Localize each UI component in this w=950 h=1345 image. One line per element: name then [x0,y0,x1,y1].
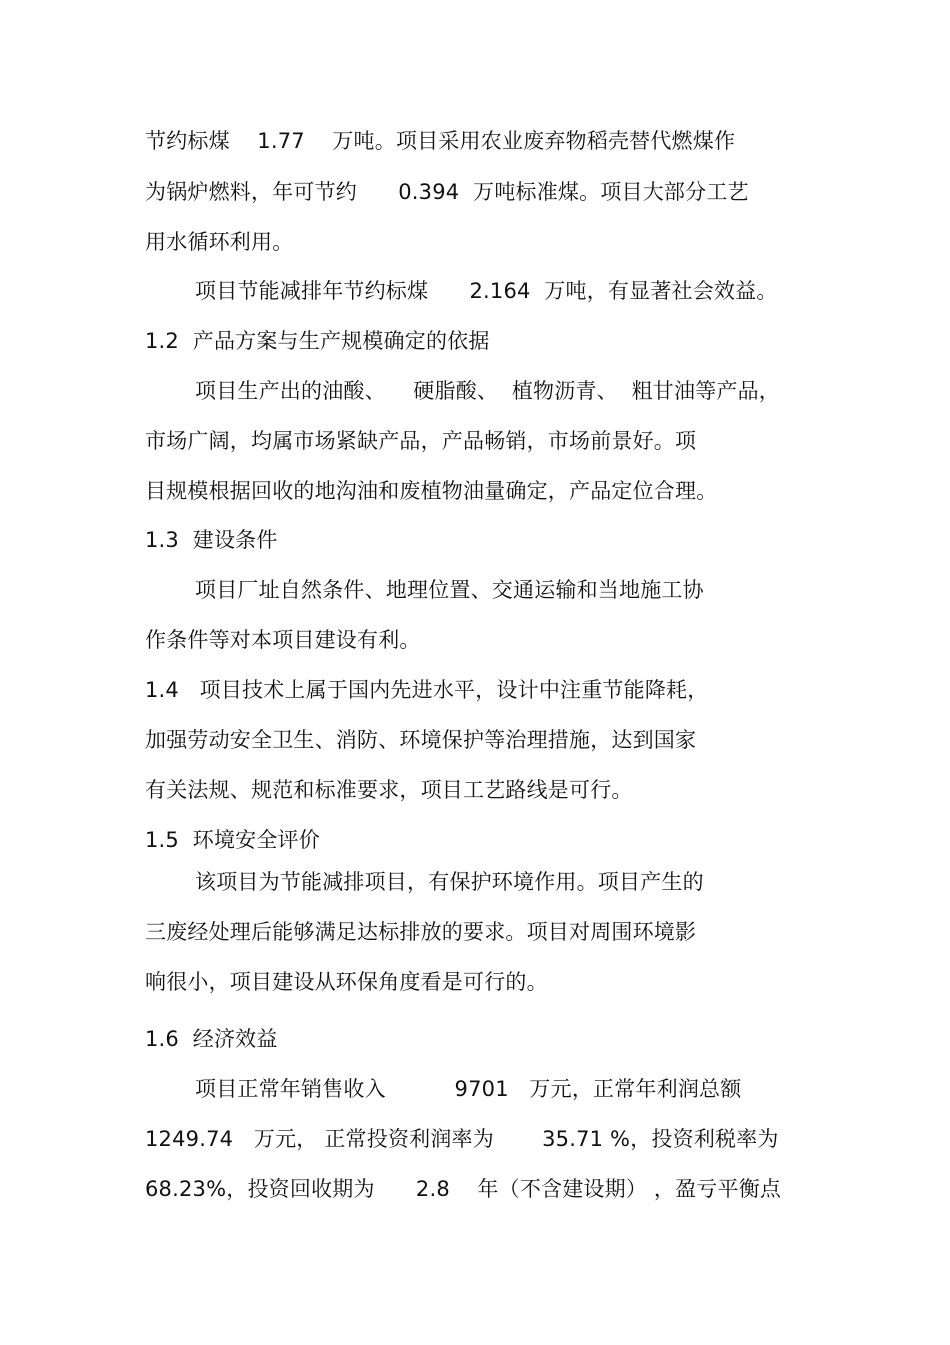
body-line: 加强劳动安全卫生、消防、环境保护等治理措施，达到国家 [145,728,697,752]
body-line: 68.23%，投资回收期为 2.8 年（不含建设期） ，盈亏平衡点 [145,1177,782,1201]
body-line: 用水循环利用。 [145,230,294,254]
body-line: 三废经处理后能够满足达标排放的要求。项目对周围环境影 [145,920,697,944]
body-line: 1249.74 万元， 正常投资利润率为 35.71 %，投资利税率为 [145,1127,779,1151]
body-line: 目规模根据回收的地沟油和废植物油量确定，产品定位合理。 [145,479,718,503]
paragraph-line: 项目厂址自然条件、地理位置、交通运输和当地施工协 [195,578,704,602]
body-line: 作条件等对本项目建设有利。 [145,628,421,652]
paragraph-line: 项目正常年销售收入 9701 万元，正常年利润总额 [195,1077,742,1101]
body-line: 有关法规、规范和标准要求，项目工艺路线是可行。 [145,778,633,802]
section-heading: 1.5 环境安全评价 [145,828,320,852]
paragraph-line: 项目生产出的油酸、 硬脂酸、 植物沥青、 粗甘油等产品， [195,379,780,403]
body-line: 节约标煤 1.77 万吨。项目采用农业废弃物稻壳替代燃煤作 [145,129,736,153]
paragraph-line: 项目节能减排年节约标煤 2.164 万吨，有显著社会效益。 [195,279,778,303]
body-line: 市场广阔，均属市场紧缺产品，产品畅销，市场前景好。项 [145,429,697,453]
section-heading: 1.3 建设条件 [145,528,278,552]
section-heading-line: 1.4 项目技术上属于国内先进水平，设计中注重节能降耗， [145,678,709,702]
section-heading: 1.6 经济效益 [145,1027,278,1051]
body-line: 响很小，项目建设从环保角度看是可行的。 [145,970,548,994]
paragraph-line: 该项目为节能减排项目，有保护环境作用。项目产生的 [195,870,704,894]
body-line: 为锅炉燃料，年可节约 0.394 万吨标准煤。项目大部分工艺 [145,180,749,204]
section-heading: 1.2 产品方案与生产规模确定的依据 [145,329,490,353]
